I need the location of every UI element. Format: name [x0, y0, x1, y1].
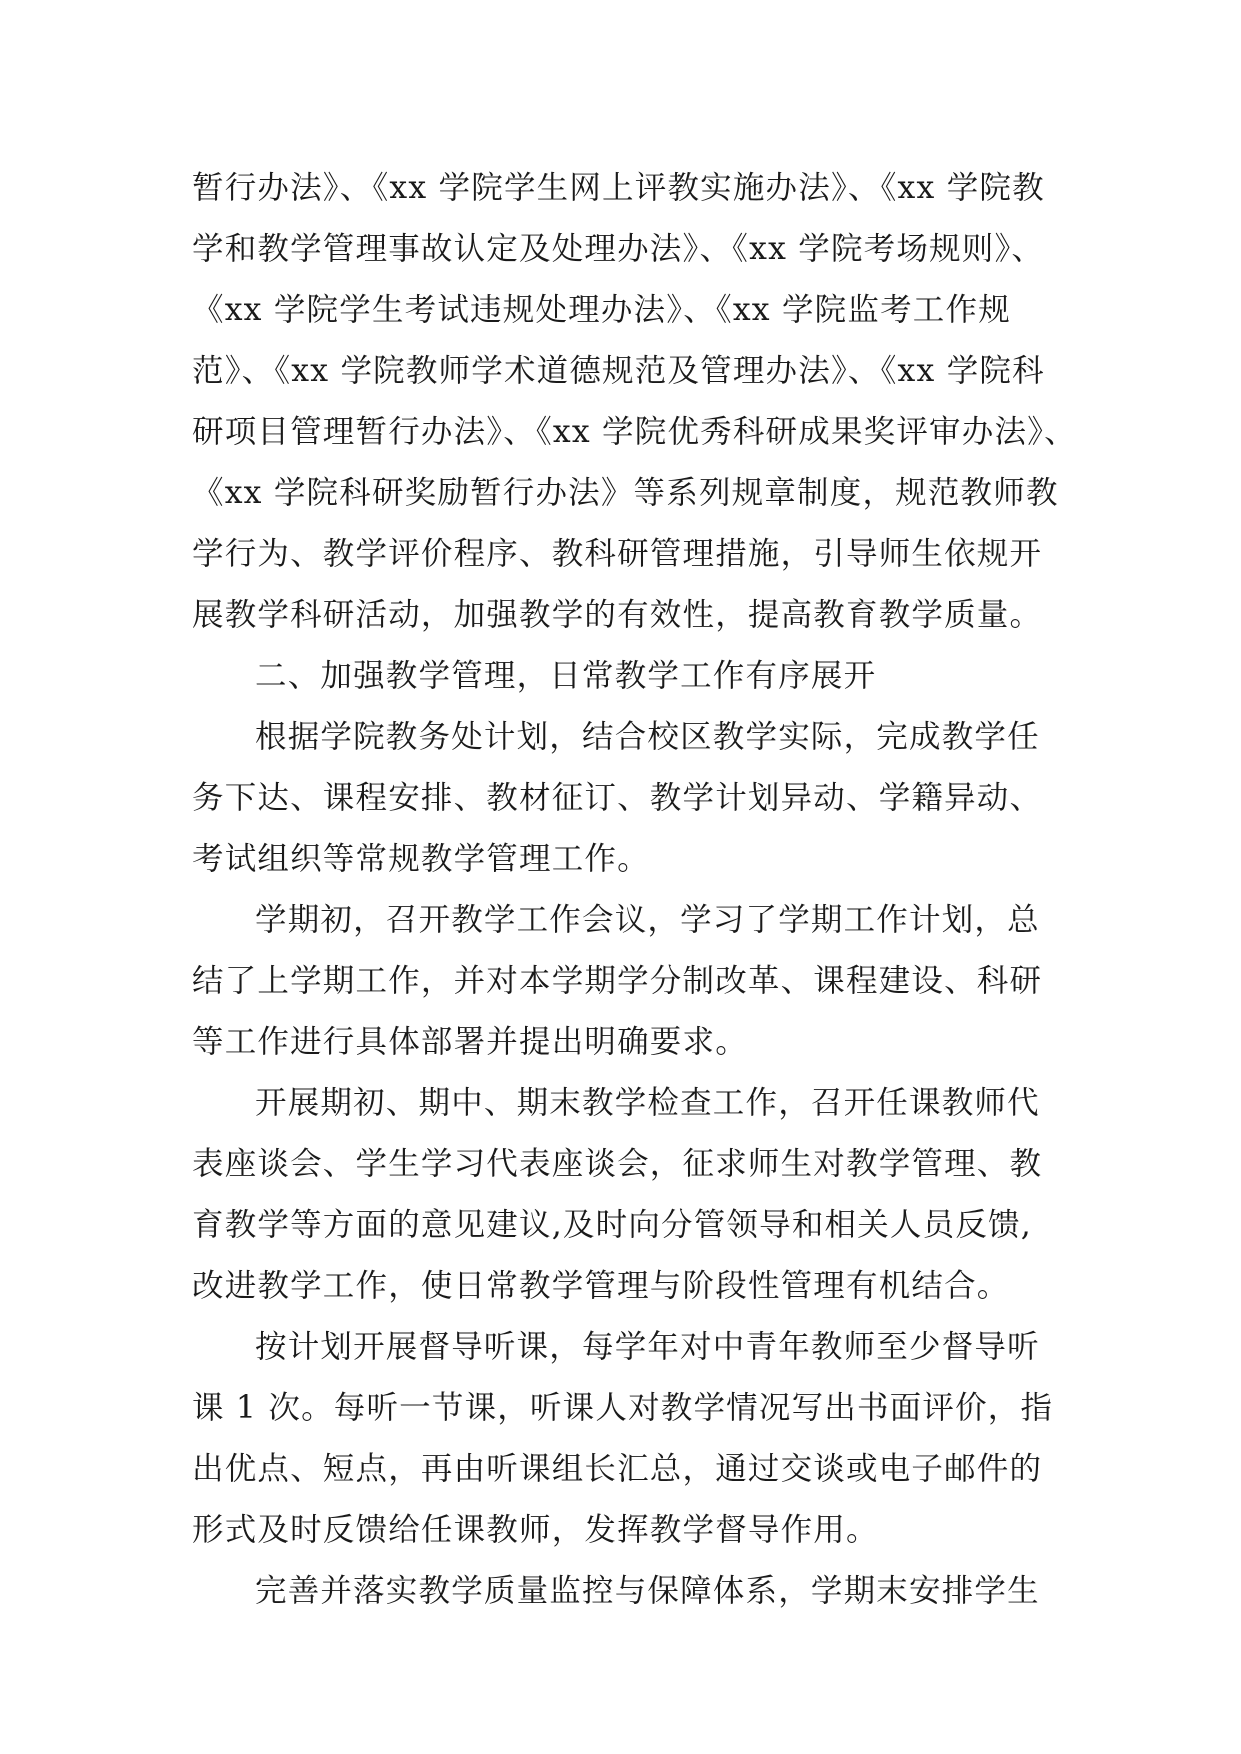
text-line: 《xx 学院科研奖励暂行办法》等系列规章制度，规范教师教	[192, 475, 1059, 511]
text-line: 务下达、课程安排、教材征订、教学计划异动、学籍异动、	[192, 780, 1043, 816]
text-line: 范》、《xx 学院教师学术道德规范及管理办法》、《xx 学院科	[192, 353, 1045, 389]
text-line: 《xx 学院学生考试违规处理办法》、《xx 学院监考工作规	[192, 292, 1011, 328]
text-line: 考试组织等常规教学管理工作。	[192, 841, 650, 877]
text-line: 展教学科研活动，加强教学的有效性，提高教育教学质量。	[192, 597, 1043, 633]
text-line: 按计划开展督导听课，每学年对中青年教师至少督导听	[255, 1329, 1040, 1365]
text-line: 育教学等方面的意见建议,及时向分管领导和相关人员反馈,	[192, 1207, 1032, 1243]
text-line: 形式及时反馈给任课教师，发挥教学督导作用。	[192, 1512, 879, 1548]
section-heading: 二、加强教学管理，日常教学工作有序展开	[255, 658, 877, 694]
text-line: 研项目管理暂行办法》、《xx 学院优秀科研成果奖评审办法》、	[192, 414, 1077, 450]
text-line: 改进教学工作，使日常教学管理与阶段性管理有机结合。	[192, 1268, 1010, 1304]
text-line: 完善并落实教学质量监控与保障体系，学期末安排学生	[255, 1573, 1040, 1609]
text-line: 学期初，召开教学工作会议，学习了学期工作计划，总	[255, 902, 1040, 938]
text-line: 学行为、教学评价程序、教科研管理措施，引导师生依规开	[192, 536, 1043, 572]
text-line: 结了上学期工作，并对本学期学分制改革、课程建设、科研	[192, 963, 1043, 999]
text-line: 出优点、短点，再由听课组长汇总，通过交谈或电子邮件的	[192, 1451, 1043, 1487]
text-line: 课 1 次。每听一节课，听课人对教学情况写出书面评价，指	[192, 1390, 1054, 1426]
text-line: 根据学院教务处计划，结合校区教学实际，完成教学任	[255, 719, 1040, 755]
text-line: 暂行办法》、《xx 学院学生网上评教实施办法》、《xx 学院教	[192, 170, 1045, 206]
text-line: 表座谈会、学生学习代表座谈会，征求师生对教学管理、教	[192, 1146, 1043, 1182]
document-body	[192, 158, 1077, 1622]
text-line: 开展期初、期中、期末教学检查工作，召开任课教师代	[255, 1085, 1040, 1121]
text-line: 学和教学管理事故认定及处理办法》、《xx 学院考场规则》、	[192, 231, 1045, 267]
text-line: 等工作进行具体部署并提出明确要求。	[192, 1024, 748, 1060]
